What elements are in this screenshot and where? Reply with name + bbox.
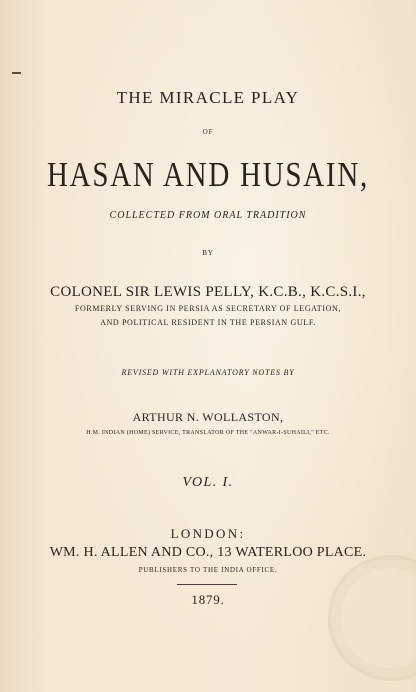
editor-description: H.M. INDIAN (HOME) SERVICE, TRANSLATOR OF THE "ANWAR-I-SUHAILI," ETC. — [86, 430, 330, 436]
main-title: HASAN AND HUSAIN, — [46, 155, 369, 195]
by-line: BY — [202, 249, 214, 257]
pencil-mark — [12, 72, 21, 74]
title-line-of: OF — [202, 128, 214, 136]
volume-number: VOL. I. — [182, 475, 234, 490]
editor-name: ARTHUR N. WOLLASTON, — [132, 410, 284, 424]
revised-by-line: REVISED WITH EXPLANATORY NOTES BY — [121, 368, 295, 377]
author-description-1: FORMERLY SERVING IN PERSIA AS SECRETARY OF LEGATION, — [74, 304, 342, 313]
title-line-miracle-play: THE MIRACLE PLAY — [116, 88, 300, 107]
publisher-name: WM. H. ALLEN AND CO., 13 WATERLOO PLACE. — [49, 545, 367, 560]
author-name: COLONEL SIR LEWIS PELLY, K.C.B., K.C.S.I., — [50, 284, 366, 300]
publication-place: LONDON: — [170, 526, 246, 541]
subtitle-collected: COLLECTED FROM ORAL TRADITION — [109, 210, 307, 221]
publication-year: 1879. — [191, 592, 225, 607]
author-description-2: AND POLITICAL RESIDENT IN THE PERSIAN GULF. — [100, 318, 316, 327]
divider-rule — [177, 584, 237, 585]
publisher-description: PUBLISHERS TO THE INDIA OFFICE. — [138, 566, 278, 574]
